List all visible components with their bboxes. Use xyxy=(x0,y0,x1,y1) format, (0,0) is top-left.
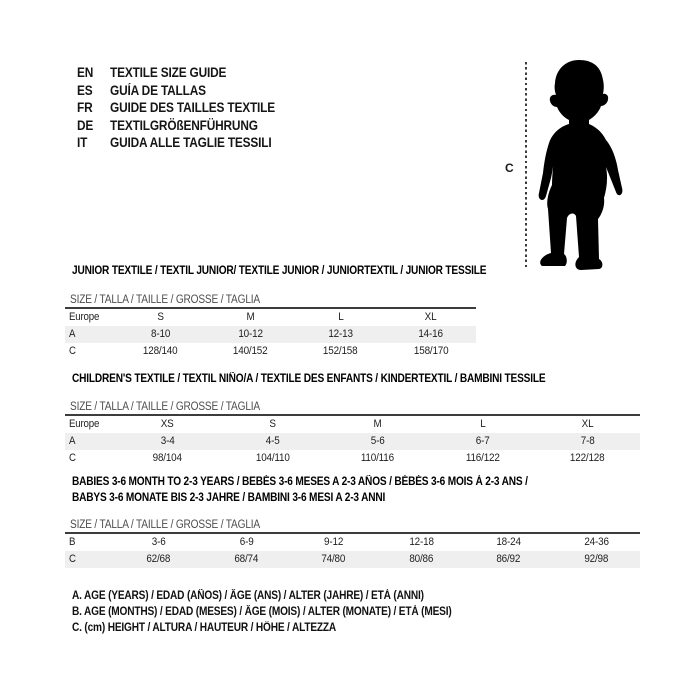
table-cell xyxy=(465,551,553,568)
table-cell xyxy=(205,343,295,360)
table-cell-text: 152/158 xyxy=(323,345,358,357)
table-cell-text: 80/86 xyxy=(409,553,434,565)
language-row xyxy=(77,64,298,82)
table-cell xyxy=(535,450,640,467)
row-label xyxy=(65,343,115,360)
babies-table-header-text: SIZE / TALLA / TAILLE / GRÖSSE / TAGLIA xyxy=(70,519,260,531)
language-label xyxy=(110,117,278,135)
table-cell-text: 6-7 xyxy=(475,435,490,447)
children-table xyxy=(65,398,640,467)
table-cell xyxy=(220,433,325,450)
row-label-text: C xyxy=(69,345,76,357)
language-code-text: DE xyxy=(77,117,94,133)
language-label-text: GUIDE DES TAILLES TEXTILE xyxy=(110,100,276,115)
table-cell-text: S xyxy=(269,418,276,430)
row-label-text: C xyxy=(69,452,76,464)
table-cell-text: 68/74 xyxy=(234,553,259,565)
row-label xyxy=(65,450,115,467)
height-c-label: C xyxy=(505,161,514,175)
children-table-title xyxy=(72,372,610,388)
children-table-title-text: CHILDREN'S TEXTILE / TEXTIL NIÑO/A / TEXTILE DES ENFANTS / KINDERTEXTIL / BAMBINI TESSILE xyxy=(72,373,546,385)
table-cell xyxy=(430,450,535,467)
legend-line xyxy=(72,588,503,604)
table-cell xyxy=(115,343,205,360)
row-label xyxy=(65,326,115,343)
language-label xyxy=(110,99,298,117)
junior-table-header-text: SIZE / TALLA / TAILLE / GRÖSSE / TAGLIA xyxy=(70,294,260,306)
table-cell xyxy=(325,433,430,450)
language-code-text: EN xyxy=(77,65,94,80)
table-cell xyxy=(465,534,553,551)
table-cell xyxy=(296,343,386,360)
babies-table-title xyxy=(72,475,590,506)
table-cell-text: 18-24 xyxy=(496,536,521,548)
legend-line-text: A. AGE (YEARS) / EDAD (AÑOS) / ÂGE (ANS) / ALTER (JAHRE) / ETÀ (ANNI) xyxy=(72,590,424,602)
table-cell xyxy=(535,416,640,433)
table-cell-text: XS xyxy=(161,418,174,430)
table-cell xyxy=(386,309,476,326)
junior-table-title xyxy=(72,264,543,280)
table-cell xyxy=(115,309,205,326)
table-cell xyxy=(205,309,295,326)
children-table-body xyxy=(65,416,640,467)
height-measure-dashed-line xyxy=(525,62,527,269)
language-code-text: FR xyxy=(77,100,93,115)
table-cell xyxy=(296,309,386,326)
language-code xyxy=(77,64,110,82)
row-label-text: A xyxy=(69,435,76,447)
table-cell-text: 9-12 xyxy=(324,536,344,548)
babies-table-body xyxy=(65,534,640,568)
table-cell-text: 14-16 xyxy=(418,328,444,340)
table-cell-text: L xyxy=(337,311,344,323)
table-row xyxy=(65,534,640,551)
table-cell-text: M xyxy=(246,311,255,323)
language-code xyxy=(77,117,110,135)
row-label-text: Europe xyxy=(69,418,100,430)
table-row xyxy=(65,343,476,360)
legend-line xyxy=(72,620,503,636)
table-row xyxy=(65,309,476,326)
table-cell xyxy=(378,551,466,568)
language-code xyxy=(77,134,110,152)
table-cell xyxy=(535,433,640,450)
row-label xyxy=(65,551,115,568)
legend-line-text: B. AGE (MONTHS) / EDAD (MESES) / ÂGE (MOIS) / ALTER (MONATE) / ETÀ (MESI) xyxy=(72,606,452,618)
table-cell xyxy=(115,433,220,450)
table-cell-text: M xyxy=(373,418,382,430)
row-label xyxy=(65,416,115,433)
table-cell xyxy=(205,326,295,343)
babies-table-title-line2: BABYS 3-6 MONATE BIS 2-3 JAHRE / BAMBINI 3-6 MESI A 2-3 ANNI xyxy=(72,491,386,504)
language-code xyxy=(77,99,110,117)
row-label xyxy=(65,534,115,551)
babies-table-title-line1: BABIES 3-6 MONTH TO 2-3 YEARS / BEBÉS 3-6 MESES A 2-3 AÑOS / BÉBÉS 3-6 MOIS À 2-3 ANS / xyxy=(72,476,528,488)
language-row xyxy=(77,117,298,135)
table-row xyxy=(65,416,640,433)
junior-table-header xyxy=(65,291,476,309)
junior-table xyxy=(65,291,476,360)
babies-table-header xyxy=(65,516,640,534)
language-code-text: IT xyxy=(77,135,88,150)
legend-line-text: C. (cm) HEIGHT / ALTURA / HAUTEUR / HÖHE / ALTEZZA xyxy=(72,622,337,634)
language-label xyxy=(110,82,219,100)
table-cell-text: L xyxy=(479,418,486,430)
row-label-text: B xyxy=(69,536,76,548)
children-table-header xyxy=(65,398,640,416)
table-cell-text: 140/152 xyxy=(233,345,268,357)
table-cell-text: 10-12 xyxy=(238,328,263,340)
row-label-text: A xyxy=(69,328,76,340)
table-cell-text: 12-13 xyxy=(328,328,353,340)
row-label xyxy=(65,433,115,450)
table-cell xyxy=(203,534,291,551)
legend-line xyxy=(72,604,503,620)
children-table-header-text: SIZE / TALLA / TAILLE / GRÖSSE / TAGLIA xyxy=(70,401,260,413)
table-cell xyxy=(115,534,203,551)
language-row xyxy=(77,134,298,152)
table-cell-text: 4-5 xyxy=(265,435,280,447)
table-cell xyxy=(290,551,378,568)
table-cell-text: 116/122 xyxy=(465,452,500,464)
table-cell xyxy=(115,416,220,433)
table-cell-text: 86/92 xyxy=(496,553,521,565)
baby-silhouette xyxy=(533,57,625,271)
table-cell xyxy=(115,551,203,568)
table-cell-text: 92/98 xyxy=(584,553,609,565)
junior-table-body xyxy=(65,309,476,360)
table-cell xyxy=(115,450,220,467)
table-cell xyxy=(325,416,430,433)
table-row xyxy=(65,326,476,343)
row-label xyxy=(65,309,115,326)
table-cell xyxy=(325,450,430,467)
table-cell xyxy=(386,326,476,343)
table-cell-text: 3-4 xyxy=(160,435,175,447)
language-label xyxy=(110,64,242,82)
table-cell xyxy=(220,450,325,467)
table-cell xyxy=(378,534,466,551)
table-cell-text: 3-6 xyxy=(151,536,166,548)
table-cell-text: 8-10 xyxy=(150,328,170,340)
junior-table-title-text: JUNIOR TEXTILE / TEXTIL JUNIOR/ TEXTILE JUNIOR / JUNIORTEXTIL / JUNIOR TESSILE xyxy=(72,265,487,277)
language-code-text: ES xyxy=(77,82,93,98)
table-cell-text: 122/128 xyxy=(570,452,605,464)
row-label-text: C xyxy=(69,553,76,565)
language-row xyxy=(77,99,298,117)
babies-table xyxy=(65,516,640,568)
table-cell-text: 6-9 xyxy=(239,536,254,548)
table-cell-text: S xyxy=(156,311,164,323)
table-cell-text: 104/110 xyxy=(255,452,290,464)
table-cell-text: 62/68 xyxy=(146,553,171,565)
table-cell xyxy=(203,551,291,568)
table-cell xyxy=(290,534,378,551)
language-label-text: GUÍA DE TALLAS xyxy=(110,82,206,98)
table-cell xyxy=(430,416,535,433)
language-label-text: TEXTILE SIZE GUIDE xyxy=(110,65,227,80)
table-row xyxy=(65,450,640,467)
legend xyxy=(72,588,503,636)
language-row xyxy=(77,82,298,100)
table-cell xyxy=(430,433,535,450)
language-list xyxy=(77,64,298,152)
table-cell-text: 110/116 xyxy=(360,452,395,464)
table-cell-text: 74/80 xyxy=(321,553,346,565)
table-cell-text: 7-8 xyxy=(580,435,595,447)
language-label xyxy=(110,134,294,152)
table-cell-text: XL xyxy=(581,418,594,430)
table-cell-text: 98/104 xyxy=(152,452,183,464)
table-cell-text: 24-36 xyxy=(584,536,609,548)
table-cell-text: XL xyxy=(424,311,437,323)
language-code xyxy=(77,82,110,100)
table-row xyxy=(65,551,640,568)
table-cell xyxy=(553,534,641,551)
table-cell xyxy=(115,326,205,343)
row-label-text: Europe xyxy=(69,311,100,323)
table-cell xyxy=(220,416,325,433)
language-label-text: TEXTILGRÖßENFÜHRUNG xyxy=(110,117,258,133)
table-cell xyxy=(553,551,641,568)
table-cell-text: 12-18 xyxy=(409,536,434,548)
table-row xyxy=(65,433,640,450)
language-label-text: GUIDA ALLE TAGLIE TESSILI xyxy=(110,135,272,150)
table-cell-text: 128/140 xyxy=(142,345,178,357)
table-cell xyxy=(386,343,476,360)
table-cell-text: 5-6 xyxy=(370,435,385,447)
table-cell xyxy=(296,326,386,343)
table-cell-text: 158/170 xyxy=(413,345,449,357)
